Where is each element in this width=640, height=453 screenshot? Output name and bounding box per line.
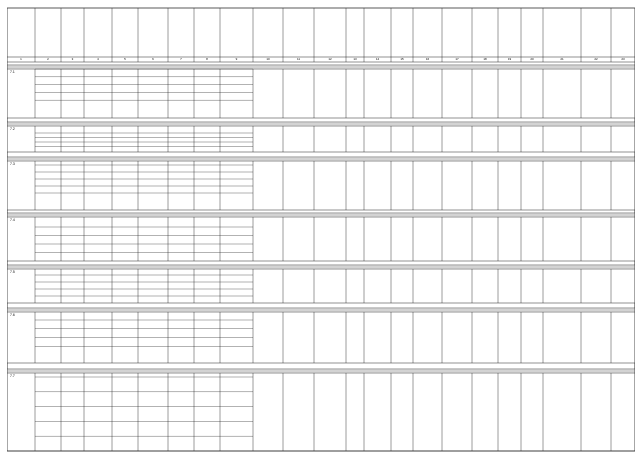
- column-number-cell: 7: [180, 57, 182, 61]
- column-number-cell: 23: [621, 57, 625, 61]
- column-number-cell: 10: [266, 57, 270, 61]
- column-number-cell: 12: [328, 57, 332, 61]
- column-number-cell: 17: [455, 57, 459, 61]
- column-number-cell: 8: [206, 57, 208, 61]
- column-number-cell: 11: [296, 57, 301, 61]
- column-number-cell: 18: [483, 57, 487, 61]
- column-number-cell: 5: [124, 57, 126, 61]
- column-number-cell: 4: [97, 57, 99, 61]
- column-number-cell: 2: [47, 57, 49, 61]
- column-number-cell: 16: [425, 57, 430, 61]
- item-number-label: 7.3: [10, 162, 15, 166]
- column-number-cell: 22: [594, 57, 598, 61]
- column-number-cell: 13: [353, 57, 357, 61]
- column-number-cell: 15: [400, 57, 404, 61]
- column-number-cell: 19: [507, 57, 512, 61]
- item-number-label: 7.4: [10, 218, 15, 222]
- item-number-label: 7.6: [10, 313, 15, 317]
- item-number-label: 7.7: [10, 374, 15, 378]
- column-number-cell: 3: [71, 57, 74, 61]
- column-number-cell: 14: [375, 57, 380, 61]
- document-sheet: [7, 5, 635, 453]
- column-number-cell: 6: [152, 57, 154, 61]
- table-background: [7, 8, 635, 451]
- item-number-label: 7.5: [10, 270, 15, 274]
- column-number-cell: 9: [235, 57, 238, 61]
- item-number-label: 7.2: [10, 127, 15, 131]
- table-grid: [7, 5, 635, 453]
- column-number-cell: 20: [530, 57, 534, 61]
- item-number-label: 7.1: [10, 70, 15, 74]
- column-number-cell: 21: [560, 57, 564, 61]
- column-number-cell: 1: [20, 57, 22, 61]
